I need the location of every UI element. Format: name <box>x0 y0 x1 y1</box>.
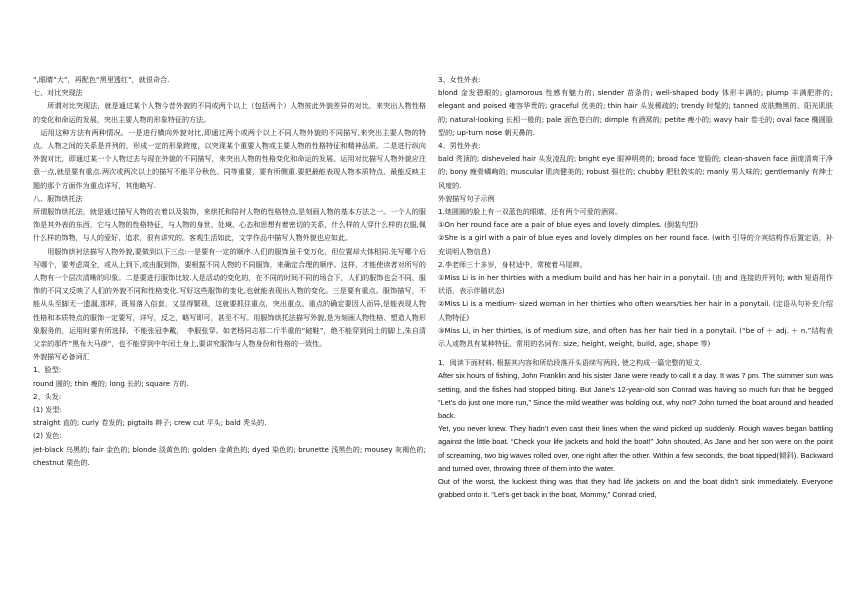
vocabulary-line: bald 秃顶的; disheveled hair 头发凌乱的; bright eye 眼神明亮的; broad face 宽脸的; clean-shaven face 面庞清爽干净的; bony 瘦骨嶙峋的; muscular 肌肉健美的; robust 强壮的; chubby 肥肚敦实的; manly 男人味的; gentlemanly 有绅士风度的. <box>438 154 833 190</box>
paragraph: “,眼睛“大”，再配色“黑里透红”，就很奇合. <box>33 75 170 84</box>
example-sentence: ③Miss Li, in her thirties, is of medium size, and often has her hair tied in a ponytail. (“be of ＋ adj. ＋ n.”结构表示人或物具有某种特征。常用的名词有: size, height, weight, build, age, shape 等) <box>438 325 833 349</box>
subheading: 1、脸型: <box>33 365 62 375</box>
vocabulary-line: straight 直的; curly 卷发的; pigtails 辫子; crew cut 平头; bald 秃头的. <box>33 418 267 428</box>
section-heading: 七、对比突现法 <box>33 88 83 98</box>
right-column <box>438 73 833 502</box>
section-heading: 外貌描写句子示例 <box>438 193 495 203</box>
vocabulary-line: round 圆的; thin 瘦的; long 长的; square 方的. <box>33 378 189 388</box>
subheading: (2) 发色: <box>33 431 62 441</box>
passage-paragraph: Yet, you never knew. They hadn’t even cast their lines when the wind picked up suddenly. Rough waves began battling against the little boat. “Check your life jackets and hold the boat!” John shouted, As Jane and her son were on the point of screaming, two big waves rolled over, one right after the other. Within a few seconds, the boat tipped(倾斜). Backward and turned over, throwing three of them into the water. <box>438 424 833 473</box>
paragraph: 用服饰烘衬法描写人物外貌,要做到以下三点:一是要有一定的顺序.人们的服饰虽千变万化，但位置却大体相同.先写哪个后写哪个，要考虑周全，或从上到下,或由服到饰，要根据不同人物的不同服饰，来确定合理的顺序。这样，才能使读者对所写的人物有一个层次清晰的印象。二是要进行服饰比较.人是活动的变化的，在不同的时间不同的场合下，人们的服饰也会不同，服饰的不同又反映了人们的外貌不同和性格变化.写好这些服饰的变化,也就能表现出人物的变化。三是要有重点。服饰描写，不能从头至脚无一遗漏,那样，既易落入俗套，又显得繁琐，这就要抓住重点，突出重点。重点的确定要因人而异,是能表现人物 性格和本质特点的服饰一定要写，详写，反之，略写即可，甚至不写。用服饰烘托法描写外貌,是为刻画人物性格、塑造人物形象服务的，运用时要有所选择，不能张冠李戴， 李服张穿。如老杨同志那二斤半重的“破鞋”，绝不能穿到闰土的脚上,朱自清父亲的那件“黑布大马褂”，也不能穿到中年闰土身上,要讲究服饰与人物身份和性格的一致性。 <box>33 246 434 349</box>
subheading: (1) 发型: <box>33 405 62 415</box>
subheading: 4、男性外表: <box>438 141 481 151</box>
section-heading: 外貌描写必备词汇 <box>33 352 90 362</box>
passage-paragraph: Out of the worst, the luckiest thing was that they had life jackets on and the boat didn’t sink immediately. Everyone grabbed onto it. “Let’s get back in the boat, Mommy,” Conrad cried, <box>438 477 833 500</box>
section-heading: 八、服饰烘托法 <box>33 193 83 203</box>
paragraph: 所谓对比突现法，就是通过某个人物今昔外貌的不同或两个以上（包括两个）人物彼此外貌差异的对比，来突出人物性格的变化和命运的发展，突出主要人物的形象特征的方法。 <box>33 101 426 124</box>
vocabulary-line: blond 金发碧眼的; glamorous 性感有魅力的; slender 苗条的; well-shaped body 体形丰满的; plump 丰满肥胖的; elegant and poised 雍容华贵的; graceful 优美的; thin hair 头发稀疏的; trendy 时髦的; tanned 皮肤黝黑的、阳光肌肤的; natural-looking 长相一般的; pale 面色苍白的; dimple 有酒窝的; petite 瘦小的; wavy hair 卷毛的; oval face 椭圆脸型的; up-turn nose 朝天鼻的. <box>438 88 833 137</box>
passage-paragraph: After six hours of fishing, John Franklin and his sister Jane were ready to call it a day. It was 7 pm. The summer sun was setting, and the fishes had stopped biting. But Jane’s 12-year-old son Conrad was having so much fun that he begged “Let’s do just one more run,” Since the mild weather was holding out, why not? John turned the boat around and headed back. <box>438 371 833 421</box>
subheading: 3、女性外表: <box>438 75 481 84</box>
paragraph: 运用这种方法有两种情况。一是进行横向外貌对比,即通过两个或两个以上不同人物外貌的不同描写,来突出主要人物的特点。人物之间的关系是并列的，形成一定的形象跨度，以突现某个重要人物或主要人物的性格特征和精神品质。二是进行纵向外貌对比，即通过某一个人物过去与现在外貌的不同描写，来突出人物的性格变化和命运的发展。运用对比描写人物外貌应注意一点,就是要有重点.两次或两次以上的描写不能平分秋色、同等重要，要有所侧重.要把最能表现人物本质特点、最能反映主题的那个方面作为重点详写，其他略写. <box>33 127 426 190</box>
example-sentence: ①On her round face are a pair of blue eyes and lovely dimples. (倒装句型) <box>438 220 699 230</box>
example-sentence: 2.李老师三十多岁，身材适中，常梳着马尾辫。 <box>438 259 587 269</box>
example-sentence: 1.她圆圆的脸上有一双蓝色的眼睛，还有两个可爱的酒窝。 <box>438 207 623 217</box>
example-sentence: ②She is a girl with a pair of blue eyes and lovely dimples on her round face. (with 引导的介宾结构作后置定语，补充说明人物信息) <box>438 233 833 256</box>
left-column <box>33 73 434 469</box>
example-sentence: ②Miss Li is a medium- sized woman in her thirties who often wears/ties her hair in a ponytail. (定语从句补充介绍人物特征) <box>438 299 833 322</box>
paragraph: 所谓服饰烘托法，就是通过描写人物的衣着以及装饰，来烘托和陪衬人物的性格特点,是刻画人物的基本方法之一。一个人的服饰是其外表的东西，它与人物的性格特征，与人物的身世、处境、心态和思想有着密切的关系，什么样的人穿什么样的衣服,佩什么样的饰物，与人的爱好、追求，很有讲究的。客观生活如此，文学作品中描写人物外貌也应如此。 <box>33 207 426 243</box>
exercise-instruction: 1．阅读下面材料, 根据其内容和所给段落开头语续写两段, 使之构成一篇完整的短文. <box>438 358 703 368</box>
subheading: 2、头发: <box>33 391 62 401</box>
example-sentence: ①Miss Li is in her thirties with a medium build and has her hair in a ponytail. (由 and 连接的并列句; with 短语用作状语，表示伴随状态) <box>438 273 833 296</box>
vocabulary-line: jet-black 乌黑的; fair 金色的; blonde 淡黄色的; golden 金黄色的; dyed 染色的; brunette 浅黑色的; mousey 灰褐色的; chestnut 栗色的. <box>33 444 426 467</box>
